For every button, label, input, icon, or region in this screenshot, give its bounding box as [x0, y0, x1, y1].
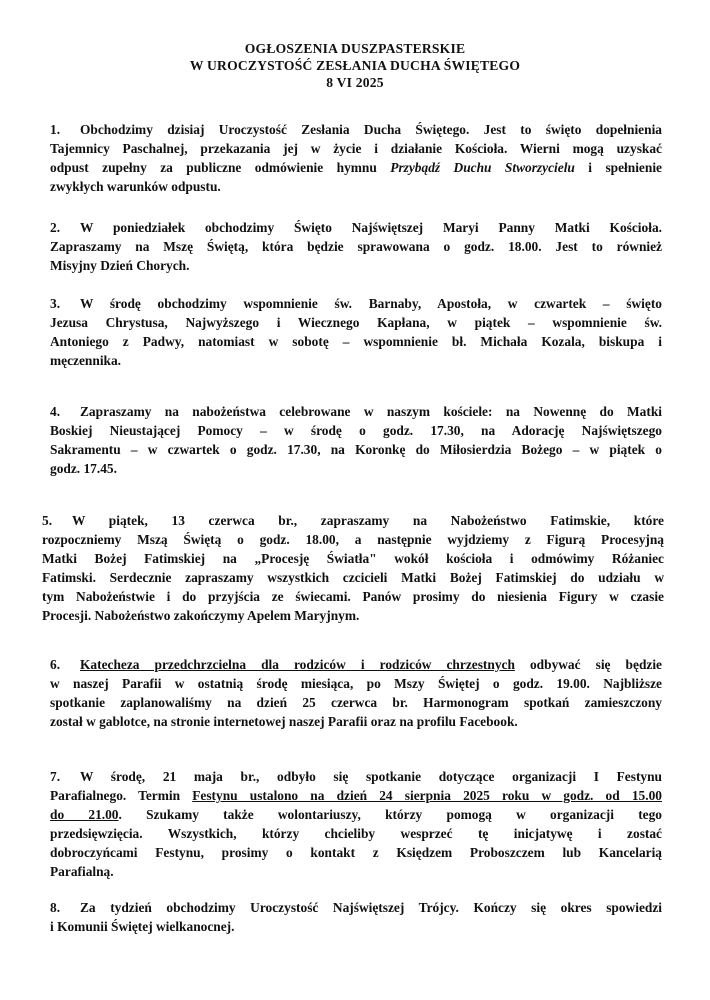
announcement-line: 1. Obchodzimy dzisiaj Uroczystość Zesłania Ducha Świętego. Jest to święto dopełnienia: [50, 122, 662, 137]
announcement-line: Procesji. Nabożeństwo zakończymy Apelem Maryjnym.: [42, 608, 360, 623]
announcement-line: rozpoczniemy Mszą Świętą o godz. 18.00, a następnie wyjdziemy z Figurą Procesyjną: [42, 532, 664, 547]
announcement-line: dobroczyńcami Festynu, prosimy o kontakt z Księdzem Proboszczem lub Kancelarią: [50, 845, 662, 860]
announcement-line: 8. Za tydzień obchodzimy Uroczystość Najświętszej Trójcy. Kończy się okres spowiedzi: [50, 900, 662, 915]
announcement-line: tym Nabożeństwie i do przyjścia ze świecami. Panów prosimy do niesienia Figury w czasie: [42, 589, 664, 604]
announcement-line: 7. W środę, 21 maja br., odbyło się spotkanie dotyczące organizacji I Festynu: [50, 769, 662, 784]
announcement-7: [50, 767, 662, 881]
announcement-5: [42, 511, 664, 625]
announcement-line: Jezusa Chrystusa, Najwyższego i Wiecznego Kapłana, w piątek – wspomnienie św.: [50, 315, 662, 330]
announcement-3: [50, 294, 662, 370]
announcement-6: [50, 655, 662, 731]
announcement-number: 6.: [50, 657, 61, 672]
header-title: OGŁOSZENIA DUSZPASTERSKIE: [244, 41, 466, 56]
announcement-line: przedsięwzięcia. Wszystkich, którzy chcieliby wesprzeć tę inicjatywę i zostać: [50, 826, 662, 841]
announcement-line: 5. W piątek, 13 czerwca br., zapraszamy na Nabożeństwo Fatimskie, które: [42, 513, 664, 528]
announcement-line: 6. Katecheza przedchrzcielna dla rodziców i rodziców chrzestnych odbywać się będzie: [50, 657, 662, 672]
announcement-line: do 21.00. Szukamy także wolontariuszy, którzy pomogą w organizacji tego: [50, 807, 663, 822]
header-date: 8 VI 2025: [326, 75, 384, 90]
announcement-line: został w gablotce, na stronie internetowej naszej Parafii oraz na profilu Facebook.: [50, 714, 518, 729]
announcement-line: i Komunii Świętej wielkanocnej.: [50, 919, 235, 934]
announcement-number: 7.: [50, 769, 61, 784]
announcement-line: Zapraszamy na Mszę Świętą, która będzie sprawowana o godz. 18.00. Jest to również: [50, 239, 662, 254]
announcement-number: 3.: [50, 296, 61, 311]
announcement-line: spotkanie zaplanowaliśmy na dzień 25 czerwca br. Harmonogram spotkań zamieszczony: [50, 695, 662, 710]
announcement-line: Matki Bożej Fatimskiej na „Procesję Światła" wokół kościoła i odmówimy Różaniec: [42, 551, 664, 566]
announcement-line: Fatimski. Serdecznie zapraszamy wszystkich czcicieli Matki Bożej Fatimskiej do udziału w: [42, 570, 664, 585]
announcement-2: [50, 218, 662, 275]
document-header: [0, 40, 710, 91]
festival-date: Festynu ustalono na dzień 24 sierpnia 2025 roku w godz. od 15.00: [192, 788, 662, 803]
hymn-title: Przybądź Duchu Stworzycielu: [390, 160, 575, 175]
announcement-line: w naszej Parafii w ostatnią środę miesiąca, po Mszy Świętej o godz. 19.00. Najbliższe: [50, 676, 662, 691]
announcement-line: Parafialnego. Termin Festynu ustalono na dzień 24 sierpnia 2025 roku w godz. od 15.00: [50, 788, 662, 803]
announcement-line: 2. W poniedziałek obchodzimy Święto Najświętszej Maryi Panny Matki Kościoła.: [50, 220, 662, 235]
announcement-4: [50, 402, 662, 478]
catechesis-title: Katecheza przedchrzcielna dla rodziców i rodziców chrzestnych: [80, 657, 515, 672]
announcement-line: Sakramentu – w czwartek o godz. 17.30, na Koronkę do Miłosierdzia Bożego – w piątek o: [50, 442, 662, 457]
announcement-8: [50, 898, 662, 936]
announcement-1: [50, 120, 662, 196]
header-subtitle: W UROCZYSTOŚĆ ZESŁANIA DUCHA ŚWIĘTEGO: [189, 58, 521, 73]
announcement-line: 4. Zapraszamy na nabożeństwa celebrowane w naszym kościele: na Nowennę do Matki: [50, 404, 662, 419]
announcement-line: 3. W środę obchodzimy wspomnienie św. Barnaby, Apostoła, w czwartek – święto: [50, 296, 662, 311]
festival-end-time: do 21.00: [50, 807, 119, 822]
announcement-line: Antoniego z Padwy, natomiast w sobotę – wspomnienie bł. Michała Kozala, biskupa i: [50, 334, 662, 349]
announcement-line: męczennika.: [50, 353, 122, 368]
announcement-line: odpust zupełny za publiczne odmówienie hymnu Przybądź Duchu Stworzycielu i spełnienie: [50, 160, 662, 175]
announcement-number: 5.: [42, 513, 53, 528]
announcement-line: godz. 17.45.: [50, 461, 117, 476]
announcement-number: 4.: [50, 404, 61, 419]
announcement-number: 2.: [50, 220, 61, 235]
announcement-line: Tajemnicy Paschalnej, przekazania jej w życie i działanie Kościoła. Wierni mogą uzyskać: [50, 141, 662, 156]
announcement-line: Misyjny Dzień Chorych.: [50, 258, 190, 273]
announcement-line: Boskiej Nieustającej Pomocy – w środę o godz. 17.30, na Adorację Najświętszego: [50, 423, 662, 438]
announcement-line: zwykłych warunków odpustu.: [50, 179, 221, 194]
announcement-line: Parafialną.: [50, 864, 114, 879]
announcement-number: 8.: [50, 900, 61, 915]
announcement-number: 1.: [50, 122, 61, 137]
